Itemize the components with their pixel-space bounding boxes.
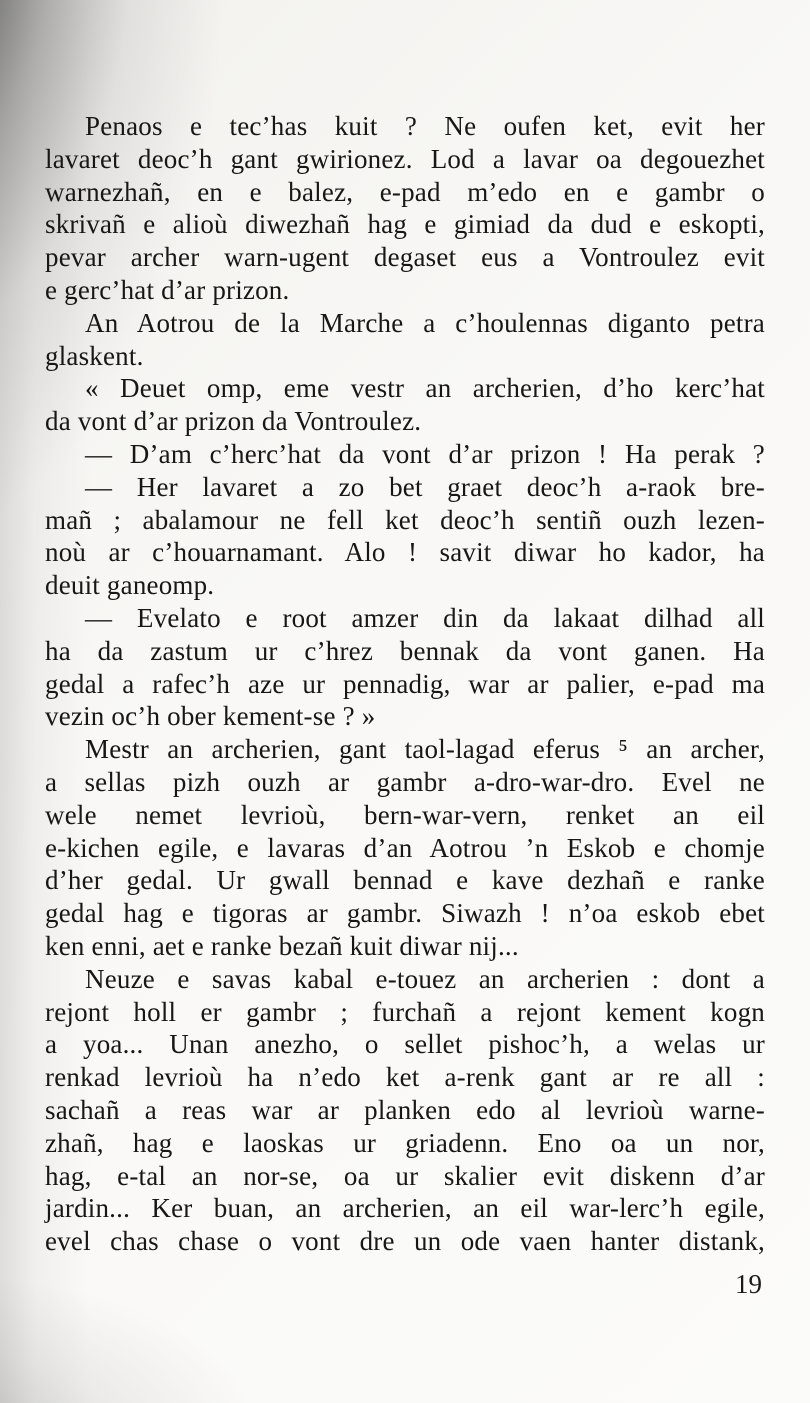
- text-line: pevar archer warn-ugent degaset eus a Vontroulez evit: [45, 242, 765, 273]
- text-line: glaskent.: [45, 340, 144, 371]
- text-line: ken enni, aet e ranke bezañ kuit diwar nij...: [45, 930, 519, 961]
- text-line: da vont d’ar prizon da Vontroulez.: [45, 406, 422, 437]
- text-line: gedal a rafec’h aze ur pennadig, war ar palier, e-pad ma: [45, 668, 765, 699]
- page-number: 19: [735, 1269, 762, 1299]
- text-line: wele nemet levrioù, bern-war-vern, renket an eil: [45, 799, 765, 830]
- text-line: jardin... Ker buan, an archerien, an eil war-lerc’h egile,: [45, 1193, 765, 1224]
- text-line: zhañ, hag e laoskas ur griadenn. Eno oa un nor,: [45, 1127, 765, 1158]
- text-line: hag, e-tal an nor-se, oa ur skalier evit diskenn d’ar: [45, 1160, 765, 1191]
- paragraph: [45, 307, 765, 373]
- text-line: ha da zastum ur c’hrez bennak da vont ganen. Ha: [45, 635, 765, 666]
- text-line: Mestr an archerien, gant taol-lagad eferus ⁵ an archer,: [85, 734, 765, 765]
- paragraph: [45, 438, 765, 471]
- text-line: sachañ a reas war ar planken edo al levrioù warne-: [45, 1094, 765, 1125]
- text-line: Penaos e tec’has kuit ? Ne oufen ket, evit her: [85, 111, 765, 141]
- text-line: deuit ganeomp.: [45, 570, 215, 601]
- text-line: a yoa... Unan anezho, o sellet pishoc’h, a welas ur: [45, 1029, 765, 1060]
- text-line: « Deuet omp, eme vestr an archerien, d’ho kerc’hat: [85, 373, 765, 404]
- text-line: noù ar c’houarnamant. Alo ! savit diwar ho kador, ha: [45, 537, 765, 568]
- text-line: lavaret deoc’h gant gwirionez. Lod a lavar oa degouezhet: [45, 143, 765, 174]
- text-line: — Evelato e root amzer din da lakaat dilhad all: [85, 602, 765, 633]
- text-line: e-kichen egile, e lavaras d’an Aotrou ’n Eskob e chomje: [45, 832, 765, 863]
- text-line: — D’am c’herc’hat da vont d’ar prizon ! Ha perak ?: [85, 438, 765, 469]
- text-line: evel chas chase o vont dre un ode vaen hanter distank,: [45, 1226, 765, 1257]
- text-line: — Her lavaret a zo bet graet deoc’h a-raok bre-: [85, 471, 765, 502]
- text-line: rejont holl er gambr ; furchañ a rejont kement kogn: [45, 996, 765, 1027]
- text-line: a sellas pizh ouzh ar gambr a-dro-war-dro. Evel ne: [45, 766, 765, 797]
- text-line: renkad levrioù ha n’edo ket a-renk gant ar re all :: [45, 1062, 765, 1093]
- text-line: d’her gedal. Ur gwall bennad e kave dezhañ e ranke: [45, 865, 765, 896]
- text-line: e gerc’hat d’ar prizon.: [45, 274, 290, 305]
- text-line: skrivañ e alioù diwezhañ hag e gimiad da dud e eskopti,: [45, 209, 765, 240]
- text-line: mañ ; abalamour ne fell ket deoc’h sentiñ ouzh lezen-: [45, 504, 765, 535]
- paragraph: [45, 471, 765, 602]
- paragraph: [45, 602, 765, 733]
- text-line: gedal hag e tigoras ar gambr. Siwazh ! n’oa eskob ebet: [45, 898, 765, 929]
- paragraph: [45, 733, 765, 963]
- text-line: Neuze e savas kabal e-touez an archerien : dont a: [85, 963, 765, 994]
- text-block: [45, 110, 765, 1258]
- text-line: vezin oc’h ober kement-se ? »: [45, 701, 376, 732]
- text-line: warnezhañ, en e balez, e-pad m’edo en e gambr o: [45, 176, 765, 207]
- paragraph: [45, 372, 765, 438]
- paragraph: [45, 963, 765, 1258]
- paragraph: [45, 110, 765, 307]
- text-line: An Aotrou de la Marche a c’houlennas diganto petra: [85, 307, 765, 338]
